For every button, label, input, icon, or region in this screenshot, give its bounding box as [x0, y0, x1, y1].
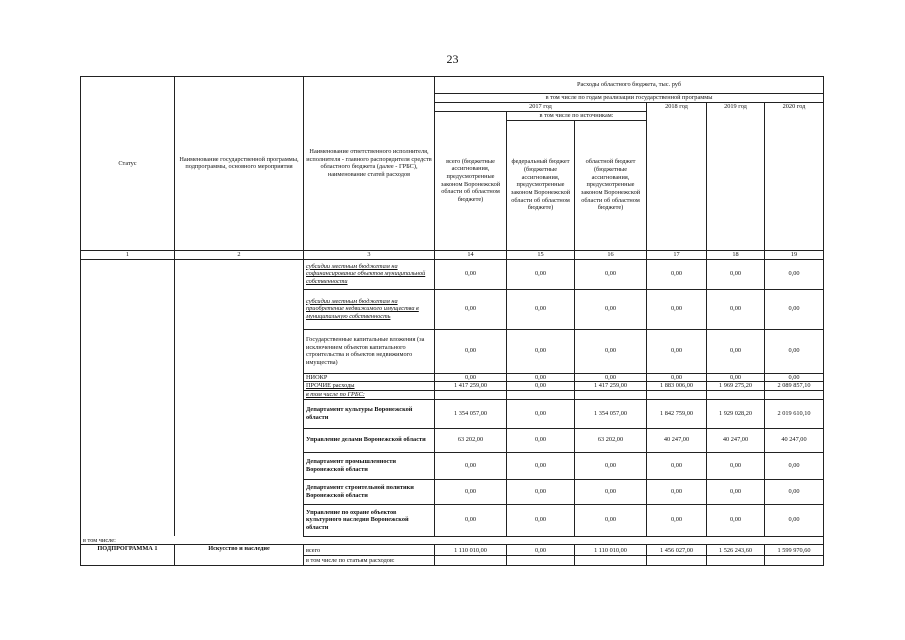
header-status: Статус	[81, 77, 175, 251]
subprogram-status: ПОДПРОГРАММА 1	[81, 545, 175, 566]
value-cell: 0,00	[435, 289, 507, 329]
value-cell: 0,00	[507, 452, 575, 479]
header-by-years: в том числе по годам реализации государственной программы	[435, 94, 824, 103]
value-cell: 0,00	[575, 479, 647, 504]
value-cell-empty	[647, 391, 707, 400]
value-cell-empty	[575, 556, 647, 566]
value-cell: 0,00	[765, 259, 824, 289]
value-cell-empty	[507, 391, 575, 400]
col-number: 16	[575, 250, 647, 259]
value-cell: 1 456 027,00	[647, 545, 707, 556]
header-executor: Наименование ответственного исполнителя, исполнителя - главного распорядителя средств областного бюджета (далее - ГРБС), наименование статей расходов	[304, 77, 435, 251]
header-federal: федеральный бюджет (бюджетные ассигнования, предусмотренные законом Воронежской области об областном бюджете)	[507, 120, 575, 250]
value-cell: 0,00	[647, 289, 707, 329]
column-numbers-row	[81, 250, 824, 259]
row-label: Управление делами Воронежской области	[304, 428, 435, 452]
value-cell: 2 089 857,10	[765, 382, 824, 391]
header-year-2020: 2020 год	[765, 102, 824, 250]
value-cell: 1 969 275,20	[707, 382, 765, 391]
col-number: 17	[647, 250, 707, 259]
value-cell: 1 417 259,00	[435, 382, 507, 391]
value-cell: 1 110 010,00	[435, 545, 507, 556]
value-cell: 0,00	[435, 373, 507, 382]
value-cell: 0,00	[507, 545, 575, 556]
col-number: 1	[81, 250, 175, 259]
value-cell-empty	[435, 556, 507, 566]
value-cell: 1 354 057,00	[575, 399, 647, 428]
value-cell: 0,00	[647, 504, 707, 536]
subprogram-row	[81, 545, 824, 556]
value-cell: 0,00	[575, 504, 647, 536]
value-cell: 0,00	[765, 289, 824, 329]
value-cell-empty	[707, 556, 765, 566]
value-cell: 0,00	[507, 479, 575, 504]
value-cell: 0,00	[507, 399, 575, 428]
value-cell: 0,00	[507, 289, 575, 329]
including-label: в том числе:	[81, 536, 824, 545]
value-cell-empty	[435, 391, 507, 400]
header-sources: в том числе по источникам:	[507, 111, 647, 120]
header-regional: областной бюджет (бюджетные ассигнования, предусмотренные законом Воронежской области об областном бюджете)	[575, 120, 647, 250]
value-cell-empty	[507, 556, 575, 566]
value-cell: 0,00	[647, 452, 707, 479]
value-cell: 0,00	[707, 289, 765, 329]
value-cell: 40 247,00	[765, 428, 824, 452]
value-cell: 40 247,00	[647, 428, 707, 452]
header-year-2018: 2018 год	[647, 102, 707, 250]
row-label: субсидии местным бюджетам на приобретение недвижимого имущества в муниципальную собственность	[304, 289, 435, 329]
value-cell: 0,00	[575, 329, 647, 373]
value-cell: 0,00	[647, 479, 707, 504]
row-label: субсидии местным бюджетам на софинансирование объектов муниципальной собственности	[304, 259, 435, 289]
row-label: в том числе по ГРБС:	[304, 391, 435, 400]
value-cell: 0,00	[435, 259, 507, 289]
value-cell: 0,00	[575, 373, 647, 382]
value-cell: 0,00	[435, 479, 507, 504]
subprogram-name: Искусство и наследие	[175, 545, 304, 566]
value-cell: 0,00	[707, 504, 765, 536]
value-cell: 1 929 028,20	[707, 399, 765, 428]
status-cell-empty	[81, 259, 175, 536]
value-cell: 0,00	[507, 382, 575, 391]
value-cell: 0,00	[707, 452, 765, 479]
value-cell: 0,00	[507, 428, 575, 452]
value-cell: 40 247,00	[707, 428, 765, 452]
including-row	[81, 536, 824, 545]
value-cell-empty	[765, 556, 824, 566]
value-cell: 0,00	[707, 329, 765, 373]
value-cell: 0,00	[575, 452, 647, 479]
value-cell-empty	[707, 391, 765, 400]
col-number: 3	[304, 250, 435, 259]
header-row-1	[81, 77, 824, 94]
value-cell-empty	[575, 391, 647, 400]
value-cell: 2 019 610,10	[765, 399, 824, 428]
row-label: НИОКР	[304, 373, 435, 382]
col-number: 19	[765, 250, 824, 259]
value-cell: 1 354 057,00	[435, 399, 507, 428]
col-number: 15	[507, 250, 575, 259]
subprogram-by-items-label: в том числе по статьям расходов:	[304, 556, 435, 566]
value-cell: 0,00	[575, 289, 647, 329]
value-cell-empty	[765, 391, 824, 400]
value-cell: 0,00	[707, 479, 765, 504]
value-cell: 0,00	[765, 329, 824, 373]
value-cell: 0,00	[435, 504, 507, 536]
value-cell: 1 526 243,60	[707, 545, 765, 556]
value-cell: 63 202,00	[575, 428, 647, 452]
value-cell: 0,00	[707, 259, 765, 289]
value-cell: 0,00	[507, 259, 575, 289]
value-cell: 0,00	[507, 373, 575, 382]
value-cell: 0,00	[575, 259, 647, 289]
value-cell: 1 417 259,00	[575, 382, 647, 391]
subprogram-total-label: всего	[304, 545, 435, 556]
value-cell: 0,00	[435, 329, 507, 373]
value-cell: 0,00	[507, 504, 575, 536]
header-program-name: Наименование государственной программы, подпрограммы, основного мероприятия	[175, 77, 304, 251]
value-cell: 0,00	[647, 259, 707, 289]
value-cell: 0,00	[765, 452, 824, 479]
row-label: Государственные капитальные вложения (за исключением объектов капитального строительства и объектов недвижимого имущества)	[304, 329, 435, 373]
value-cell-empty	[647, 556, 707, 566]
table-row	[81, 259, 824, 289]
value-cell: 0,00	[647, 329, 707, 373]
page-number: 23	[446, 52, 459, 66]
row-label: ПРОЧИЕ расходы	[304, 382, 435, 391]
value-cell: 0,00	[765, 373, 824, 382]
value-cell: 0,00	[507, 329, 575, 373]
value-cell: 0,00	[435, 452, 507, 479]
header-budget-expenses: Расходы областного бюджета, тыс. руб	[435, 77, 824, 94]
value-cell: 0,00	[707, 373, 765, 382]
row-label: Департамент промышленности Воронежской области	[304, 452, 435, 479]
value-cell: 0,00	[647, 373, 707, 382]
col-number: 2	[175, 250, 304, 259]
value-cell: 1 110 010,00	[575, 545, 647, 556]
value-cell: 63 202,00	[435, 428, 507, 452]
program-cell-empty	[175, 259, 304, 536]
header-year-2019: 2019 год	[707, 102, 765, 250]
budget-table	[80, 76, 824, 566]
value-cell: 0,00	[765, 504, 824, 536]
value-cell: 0,00	[765, 479, 824, 504]
row-label: Департамент строительной политики Воронежской области	[304, 479, 435, 504]
col-number: 18	[707, 250, 765, 259]
value-cell: 1 842 759,00	[647, 399, 707, 428]
value-cell: 1 599 970,60	[765, 545, 824, 556]
header-year-2017: 2017 год	[435, 102, 647, 111]
row-label: Управление по охране объектов культурного наследия Воронежской области	[304, 504, 435, 536]
value-cell: 1 883 006,00	[647, 382, 707, 391]
col-number: 14	[435, 250, 507, 259]
header-total: всего (бюджетные ассигнования, предусмотренные законом Воронежской области об областном бюджете)	[435, 111, 507, 250]
row-label: Департамент культуры Воронежской области	[304, 399, 435, 428]
